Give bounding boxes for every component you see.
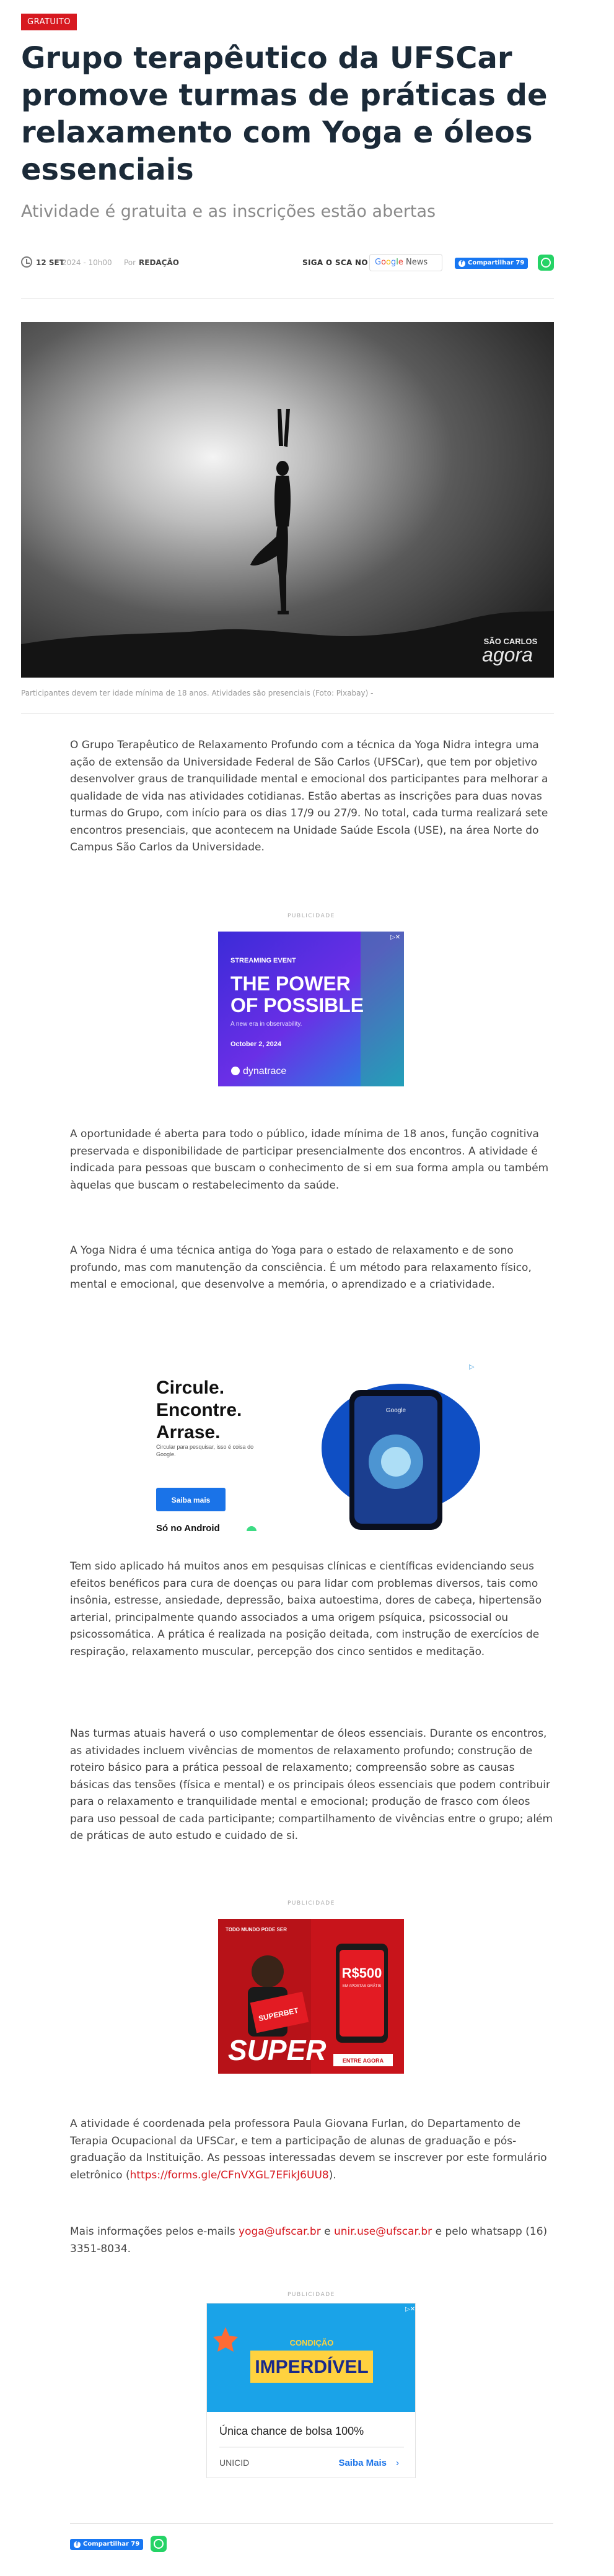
paragraph-text: ). bbox=[328, 2168, 336, 2181]
whatsapp-share-button[interactable] bbox=[538, 255, 554, 271]
google-news-letter: o bbox=[386, 258, 392, 267]
ad3-brand: SUPERBET bbox=[257, 2006, 299, 2024]
share-label: Compartilhar bbox=[83, 2541, 129, 2548]
ad-superbet[interactable] bbox=[218, 1919, 404, 2074]
form-link[interactable]: https://forms.gle/CFnVXGL7EFikJ6UU8 bbox=[129, 2168, 329, 2181]
google-news-label: News bbox=[406, 258, 428, 267]
paragraph-text: e pelo whatsapp (16) 3351-8034. bbox=[70, 2225, 548, 2255]
subtitle: Atividade é gratuita e as inscrições estão abertas bbox=[21, 202, 436, 221]
google-news-letter: g bbox=[391, 258, 397, 267]
paragraph-text: e bbox=[324, 2225, 331, 2238]
ad2-h1: Circule. bbox=[156, 1378, 225, 1398]
paragraph: O Grupo Terapêutico de Relaxamento Profundo com a técnica da Yoga Nidra integra uma ação de extensão da Universidade Federal de São Carlos (UFSCar), que tem por objetivo desenvolver graus de tranquilidade mental e emocional dos participantes para melhorar a qualidade de vida nas atividades cotidianas. Estão abertas as inscrições para duas novas turmas do Grupo, com início para os dias 17/9 ou 27/9. No total, cada turma realizará sete encontros presenciais, que acontecem na Unidade Saúde Escola (USE), na área Norte do Campus São Carlos da Universidade. bbox=[70, 739, 548, 854]
bottom-share-bar bbox=[70, 2535, 194, 2552]
ad1-tagline: A new era in observability. bbox=[230, 1021, 302, 1028]
image-caption: Participantes devem ter idade mínima de 18 anos. Atividades são presenciais (Foto: Pixabay) - bbox=[21, 689, 374, 697]
share-count: 79 bbox=[515, 260, 525, 266]
facebook-icon: f bbox=[458, 260, 465, 267]
share-label: Compartilhar bbox=[468, 260, 514, 266]
ad4-badge-top: CONDIÇÃO bbox=[289, 2338, 334, 2347]
google-news-button[interactable] bbox=[369, 254, 442, 271]
ad2-button[interactable]: Saiba mais bbox=[171, 1496, 211, 1504]
google-news-letter: o bbox=[381, 258, 387, 267]
paragraph bbox=[70, 2224, 553, 2258]
google-news-letter: G bbox=[375, 258, 382, 267]
article-meta bbox=[21, 254, 554, 271]
paragraph bbox=[70, 2116, 553, 2184]
dynatrace-logo-icon bbox=[231, 1067, 240, 1075]
ad-label: PUBLICIDADE bbox=[287, 913, 335, 919]
ad3-cta[interactable]: ENTRE AGORA bbox=[342, 2058, 384, 2064]
hero-image bbox=[21, 322, 554, 678]
whatsapp-share-button[interactable] bbox=[151, 2536, 167, 2552]
ad-choices-icon: ▷✕ bbox=[405, 2306, 416, 2313]
ad1-date: October 2, 2024 bbox=[230, 1041, 281, 1048]
paragraph: Tem sido aplicado há muitos anos em pesquisas clínicas e científicas evidenciando seus efeitos benéficos para cura de doenças ou para lidar com problemas diversos, tais como insônia, estresse, ansiedade, depressão, baixa autoestima, dores de cabeça, hipertensão arterial, principalmente quando associados a uma origem psíquica, psicossocial ou psicossomática. A prática é realizada na posição deitada, com instrução de exercícios de respiração, relaxamento muscular, percepção dos cinco sentidos e meditação. bbox=[70, 1560, 542, 1658]
author-name[interactable]: REDAÇÃO bbox=[139, 258, 179, 267]
watermark-bottom: agora bbox=[482, 644, 533, 666]
paragraph-text: Mais informações pelos e-mails bbox=[70, 2225, 235, 2238]
clock-icon bbox=[21, 256, 32, 268]
ad-dynatrace[interactable] bbox=[218, 932, 404, 1086]
category-tag[interactable]: GRATUITO bbox=[21, 14, 77, 30]
ad4-brand: UNICID bbox=[219, 2458, 250, 2468]
ad1-eyebrow: STREAMING EVENT bbox=[230, 957, 296, 964]
paragraph: A Yoga Nidra é uma técnica antiga do Yoga para o estado de relaxamento e de sono profundo, mas com manutenção da consciência. É um método para relaxamento físico, mental e emocional, que desenvolve a memória, o aprendizado e a criatividade. bbox=[70, 1244, 532, 1291]
ad2-body: Circular para pesquisar, isso é coisa do Google. bbox=[156, 1444, 254, 1457]
paragraph: Nas turmas atuais haverá o uso complementar de óleos essenciais. Durante os encontros, as atividades incluem vivências de momentos de relaxamento profundo; construção de roteiro básico para a prática pessoal de relaxamento; compreensão sobre as causas básicas das tensões (física e mental) e os principais óleos essenciais que podem contribuir para o relaxamento e tranquilidade mental e emocional; produção de frasco com óleos para uso pessoal de cada participante; compartilhamento de vivências entre o grupo; além de práticas de auto estudo e cuidado de si. bbox=[70, 1727, 553, 1842]
ad3-big: SUPER bbox=[228, 2034, 327, 2066]
ad4-badge-main: IMPERDÍVEL bbox=[255, 2357, 369, 2377]
paragraph-text: ( bbox=[125, 2168, 130, 2181]
ad-choices-icon: ▷✕ bbox=[390, 934, 401, 941]
ad2-footer: Só no Android bbox=[156, 1523, 220, 1534]
ad4-headline: Única chance de bolsa 100% bbox=[219, 2425, 364, 2437]
ad2-h2: Encontre. bbox=[156, 1400, 242, 1420]
google-news-letter: e bbox=[398, 258, 403, 267]
publish-date: 12 SET bbox=[36, 258, 64, 267]
divider bbox=[70, 2523, 553, 2524]
ad1-brand: dynatrace bbox=[243, 1066, 287, 1076]
google-news-letter: l bbox=[396, 258, 398, 267]
ad2-h3: Arrase. bbox=[156, 1422, 221, 1443]
by-label: Por bbox=[124, 258, 136, 267]
ad-google-android[interactable] bbox=[156, 1356, 485, 1542]
publish-time: 2024 - 10h00 bbox=[62, 258, 112, 267]
headline: Grupo terapêutico da UFSCar promove turmas de práticas de relaxamento com Yoga e óleos essenciais bbox=[21, 41, 548, 187]
ad3-small: EM APOSTAS GRÁTIS bbox=[342, 1984, 382, 1988]
chevron-right-icon[interactable]: › bbox=[396, 2458, 399, 2468]
ad3-amount: R$500 bbox=[341, 1965, 382, 1981]
ad1-line1: THE POWER bbox=[230, 972, 351, 995]
yoga-silhouette-photo bbox=[21, 322, 554, 678]
ad-unicid[interactable] bbox=[206, 2303, 416, 2478]
facebook-share-button[interactable] bbox=[70, 2539, 143, 2550]
ad3-top: TODO MUNDO PODE SER bbox=[226, 1927, 287, 1932]
ad4-cta[interactable]: Saiba Mais bbox=[338, 2458, 387, 2468]
ad-label: PUBLICIDADE bbox=[287, 1900, 335, 1906]
ad1-line2: OF POSSIBLE bbox=[230, 994, 364, 1016]
paragraph-text: A atividade é coordenada pela professora Paula Giovana Furlan, do Departamento de Terapia Ocupacional da UFSCar, e tem a participação de alunas de graduação e pós-graduação da Instituição. As pessoas interessadas devem se inscrever por este formulário eletrônico bbox=[70, 2118, 547, 2181]
facebook-share-button[interactable] bbox=[455, 258, 528, 269]
follow-label: SIGA O SCA NO bbox=[302, 258, 368, 267]
watermark-top: SÃO CARLOS bbox=[483, 637, 538, 646]
facebook-icon: f bbox=[74, 2541, 81, 2548]
ad-label: PUBLICIDADE bbox=[287, 2292, 335, 2298]
ad2-phone-label: Google bbox=[385, 1407, 406, 1414]
paragraph: A oportunidade é aberta para todo o público, idade mínima de 18 anos, função cognitiva preservada e disponibilidade de participar presencialmente dos encontros. A atividade é indicada para pessoas que buscam o conhecimento de si em sua forma ampla ou também àquelas que buscam o restabelecimento da saúde. bbox=[70, 1128, 549, 1192]
share-count: 79 bbox=[131, 2541, 140, 2548]
email-link-use[interactable]: unir.use@ufscar.br bbox=[333, 2225, 432, 2238]
email-link-yoga[interactable]: yoga@ufscar.br bbox=[239, 2225, 321, 2238]
ad-choices-icon: ▷ bbox=[469, 1363, 475, 1371]
